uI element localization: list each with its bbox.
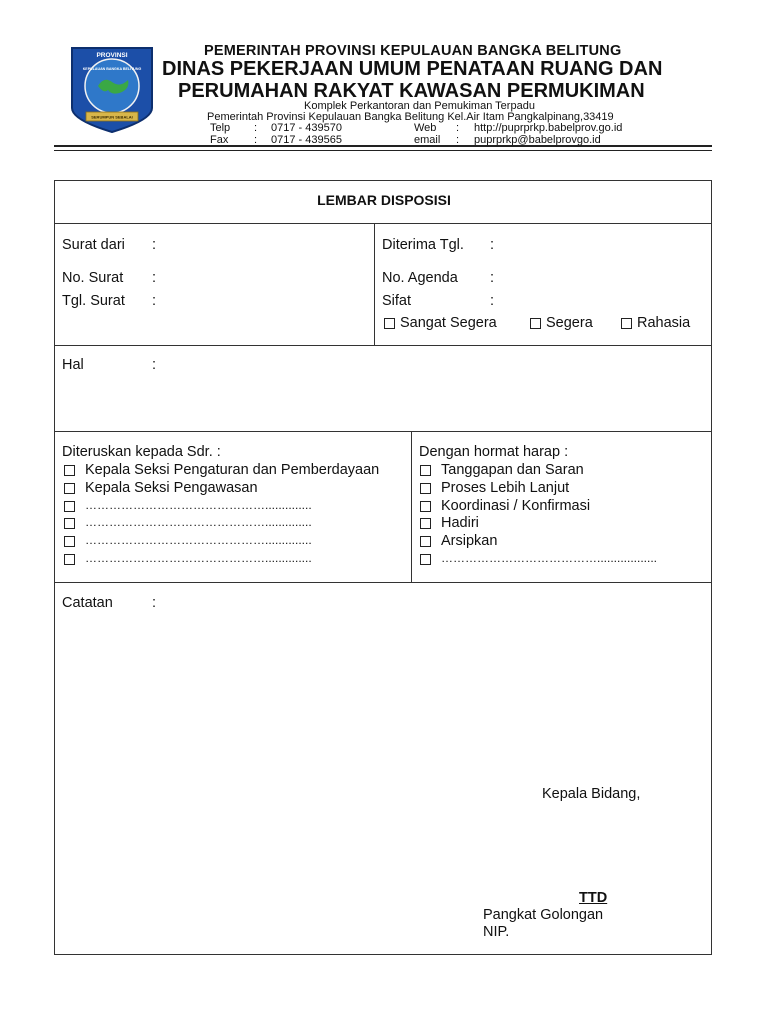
- divider-info: [54, 345, 712, 346]
- divider-hal: [54, 431, 712, 432]
- logo-top-text: PROVINSI: [96, 52, 128, 59]
- letterhead-rule-thick: [54, 145, 712, 147]
- surat-dari-colon: :: [152, 237, 157, 253]
- harap-checkbox[interactable]: [420, 518, 431, 529]
- catatan-colon: :: [152, 595, 157, 611]
- email-value: puprprkp@babelprovgo.id: [474, 134, 601, 146]
- diteruskan-checkbox[interactable]: [64, 536, 75, 547]
- rahasia-label: Rahasia: [637, 315, 691, 331]
- diteruskan-item: Kepala Seksi Pengaturan dan Pemberdayaan: [85, 462, 380, 478]
- diteruskan-item: Kepala Seksi Pengawasan: [85, 480, 258, 496]
- web-label: Web: [414, 122, 437, 134]
- letterhead-complex: Komplek Perkantoran dan Pemukiman Terpadu: [304, 100, 535, 112]
- hal-label: Hal: [62, 357, 84, 373]
- fax-label: Fax: [210, 134, 229, 146]
- email-colon: :: [456, 134, 460, 146]
- surat-dari-label: Surat dari: [62, 237, 125, 253]
- logo-banner-text: SERUMPUN SEBALAI: [91, 114, 133, 120]
- diteruskan-checkbox[interactable]: [64, 501, 75, 512]
- pangkat-golongan: Pangkat Golongan: [483, 907, 604, 923]
- harap-item: Arsipkan: [441, 533, 498, 549]
- harap-item: Tanggapan dan Saran: [441, 462, 584, 478]
- nip-label: NIP.: [483, 924, 510, 940]
- catatan-label: Catatan: [62, 595, 113, 611]
- fax-colon: :: [254, 134, 258, 146]
- segera-checkbox[interactable]: [530, 318, 541, 329]
- ttd-label: TTD: [579, 890, 608, 906]
- hal-colon: :: [152, 357, 157, 373]
- no-surat-colon: :: [152, 270, 157, 286]
- telp-value: 0717 - 439570: [271, 122, 342, 134]
- letterhead-address: Pemerintah Provinsi Kepulauan Bangka Belitung Kel.Air Itam Pangkalpinang,33419: [207, 111, 614, 123]
- diteruskan-title: Diteruskan kepada Sdr. :: [62, 444, 221, 460]
- harap-item-blank: …………………………………..................: [441, 551, 658, 565]
- diteruskan-item-blank: ………………………………………..............: [85, 515, 312, 529]
- diteruskan-checkbox[interactable]: [64, 518, 75, 529]
- sangat-segera-label: Sangat Segera: [400, 315, 497, 331]
- sifat-label: Sifat: [382, 293, 412, 309]
- form-title: LEMBAR DISPOSISI: [317, 192, 451, 208]
- letterhead-agency-line1: DINAS PEKERJAAN UMUM PENATAAN RUANG DAN: [162, 58, 663, 80]
- segera-label: Segera: [546, 315, 593, 331]
- harap-checkbox[interactable]: [420, 536, 431, 547]
- divider-title: [54, 223, 712, 224]
- no-agenda-label: No. Agenda: [382, 270, 458, 286]
- web-colon: :: [456, 122, 460, 134]
- letterhead-government: PEMERINTAH PROVINSI KEPULAUAN BANGKA BELITUNG: [204, 43, 622, 59]
- harap-checkbox[interactable]: [420, 483, 431, 494]
- web-value: http://puprprkp.babelprov.go.id: [474, 122, 623, 134]
- kepala-bidang: Kepala Bidang,: [542, 786, 641, 802]
- harap-item: Hadiri: [441, 515, 479, 531]
- diteruskan-checkbox[interactable]: [64, 465, 75, 476]
- sangat-segera-checkbox[interactable]: [384, 318, 395, 329]
- diteruskan-item-blank: ………………………………………..............: [85, 498, 312, 512]
- no-agenda-colon: :: [490, 270, 495, 286]
- harap-checkbox[interactable]: [420, 501, 431, 512]
- tgl-surat-colon: :: [152, 293, 157, 309]
- harap-item: Koordinasi / Konfirmasi: [441, 498, 591, 514]
- harap-title: Dengan hormat harap :: [419, 444, 569, 460]
- rahasia-checkbox[interactable]: [621, 318, 632, 329]
- diterima-tgl-label: Diterima Tgl.: [382, 237, 464, 253]
- diterima-tgl-colon: :: [490, 237, 495, 253]
- email-label: email: [414, 134, 441, 146]
- divider-routing-columns: [411, 431, 412, 582]
- harap-checkbox[interactable]: [420, 554, 431, 565]
- no-surat-label: No. Surat: [62, 270, 124, 286]
- logo-ring-text: KEPULAUAN BANGKA BELITUNG: [82, 67, 142, 71]
- divider-routing: [54, 582, 712, 583]
- province-logo: [70, 46, 154, 134]
- letterhead-agency-line2: PERUMAHAN RAKYAT KAWASAN PERMUKIMAN: [178, 80, 645, 102]
- fax-value: 0717 - 439565: [271, 134, 342, 146]
- tgl-surat-label: Tgl. Surat: [62, 293, 125, 309]
- telp-label: Telp: [210, 122, 231, 134]
- diteruskan-item-blank: ………………………………………..............: [85, 551, 312, 565]
- sifat-colon: :: [490, 293, 495, 309]
- letterhead-rule-thin: [54, 150, 712, 151]
- divider-info-columns: [374, 223, 375, 345]
- diteruskan-checkbox[interactable]: [64, 554, 75, 565]
- harap-item: Proses Lebih Lanjut: [441, 480, 570, 496]
- diteruskan-checkbox[interactable]: [64, 483, 75, 494]
- harap-checkbox[interactable]: [420, 465, 431, 476]
- telp-colon: :: [254, 122, 258, 134]
- diteruskan-item-blank: ………………………………………..............: [85, 533, 312, 547]
